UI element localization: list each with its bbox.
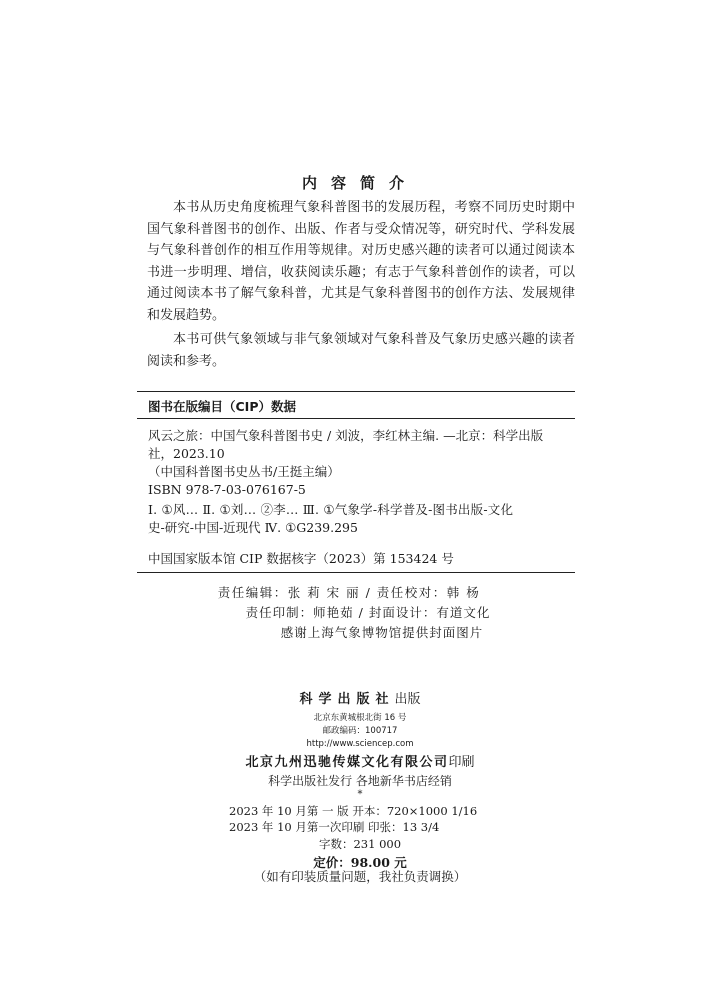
credit-line-editors: 责任编辑：张 莉 宋 丽 / 责任校对：韩 杨	[217, 585, 481, 600]
divider-top	[137, 391, 575, 392]
cip-heading: 图书在版编目（CIP）数据	[148, 399, 296, 414]
classification-line: 史-研究-中国-近现代 Ⅳ. ①G239.295	[148, 520, 358, 535]
publisher-contact	[0, 712, 720, 751]
publisher-line	[0, 688, 720, 707]
cip-line: （中国科普图书史丛书/王挺主编）	[148, 464, 340, 479]
cip-record-number: 中国国家版本馆 CIP 数据核字（2023）第 153424 号	[148, 551, 454, 566]
quality-notice: （如有印装质量问题，我社负责调换）	[253, 869, 467, 884]
divider-cip	[137, 418, 575, 419]
publisher-name: 科学出版社	[299, 692, 395, 707]
publisher-postcode: 邮政编码：100717	[322, 726, 398, 736]
cip-classification	[148, 501, 574, 537]
printing-line: 2023 年 10 月第一次印刷 印张：13 3/4	[229, 820, 440, 834]
word-count: 字数：231 000	[318, 837, 402, 851]
summary-paragraph: 本书可供气象领域与非气象领域对气象科普及气象历史感兴趣的读者阅读和参考。	[147, 332, 575, 369]
cip-line: 风云之旅：中国气象科普图书史 / 刘波，李红林主编. —北京：科学出版	[148, 428, 544, 443]
printer-line	[0, 751, 720, 770]
summary-text	[147, 197, 575, 375]
summary-title: 内容简介	[301, 174, 418, 192]
cip-line: 社，2023.10	[148, 446, 225, 461]
credit-line-thanks: 感谢上海气象博物馆提供封面图片	[280, 625, 484, 640]
price: 定价：98.00 元	[313, 855, 407, 870]
publisher-url: http://www.sciencep.com	[306, 739, 414, 749]
credit-line-production: 责任印制：师艳茹 / 封面设计：有道文化	[245, 605, 491, 620]
cip-record	[148, 427, 574, 499]
distribution-line: 科学出版社发行 各地新华书店经销	[268, 774, 452, 788]
publisher-suffix: 出版	[394, 692, 421, 707]
edition-line: 2023 年 10 月第 一 版 开本：720×1000 1/16	[229, 804, 478, 818]
summary-paragraph: 本书从历史角度梳理气象科普图书的发展历程，考察不同历史时期中国气象科普图书的创作、出版、作者与受众情况等，研究时代、学科发展与气象科普创作的相互作用等规律。对历史感兴趣的读者可以通过阅读本书进一步明理、增信，收获阅读乐趣；有志于气象科普创作的读者，可以通过阅读本书了解气象科普，尤其是气象科普图书的创作方法、发展规律和发展趋势。	[147, 200, 575, 323]
cip-line: ISBN 978-7-03-076167-5	[148, 482, 306, 497]
classification-line: Ⅰ. ①风… Ⅱ. ①刘… ②李… Ⅲ. ①气象学-科学普及-图书出版-文化	[148, 502, 514, 517]
divider-bottom	[137, 572, 575, 573]
credits	[0, 583, 720, 643]
edition-info	[229, 803, 477, 835]
printer-suffix: 印刷	[448, 755, 475, 770]
printer-name: 北京九州迅驰传媒文化有限公司	[245, 755, 449, 770]
publisher-address: 北京东黄城根北街 16 号	[313, 713, 407, 723]
separator-star: *	[357, 789, 363, 800]
